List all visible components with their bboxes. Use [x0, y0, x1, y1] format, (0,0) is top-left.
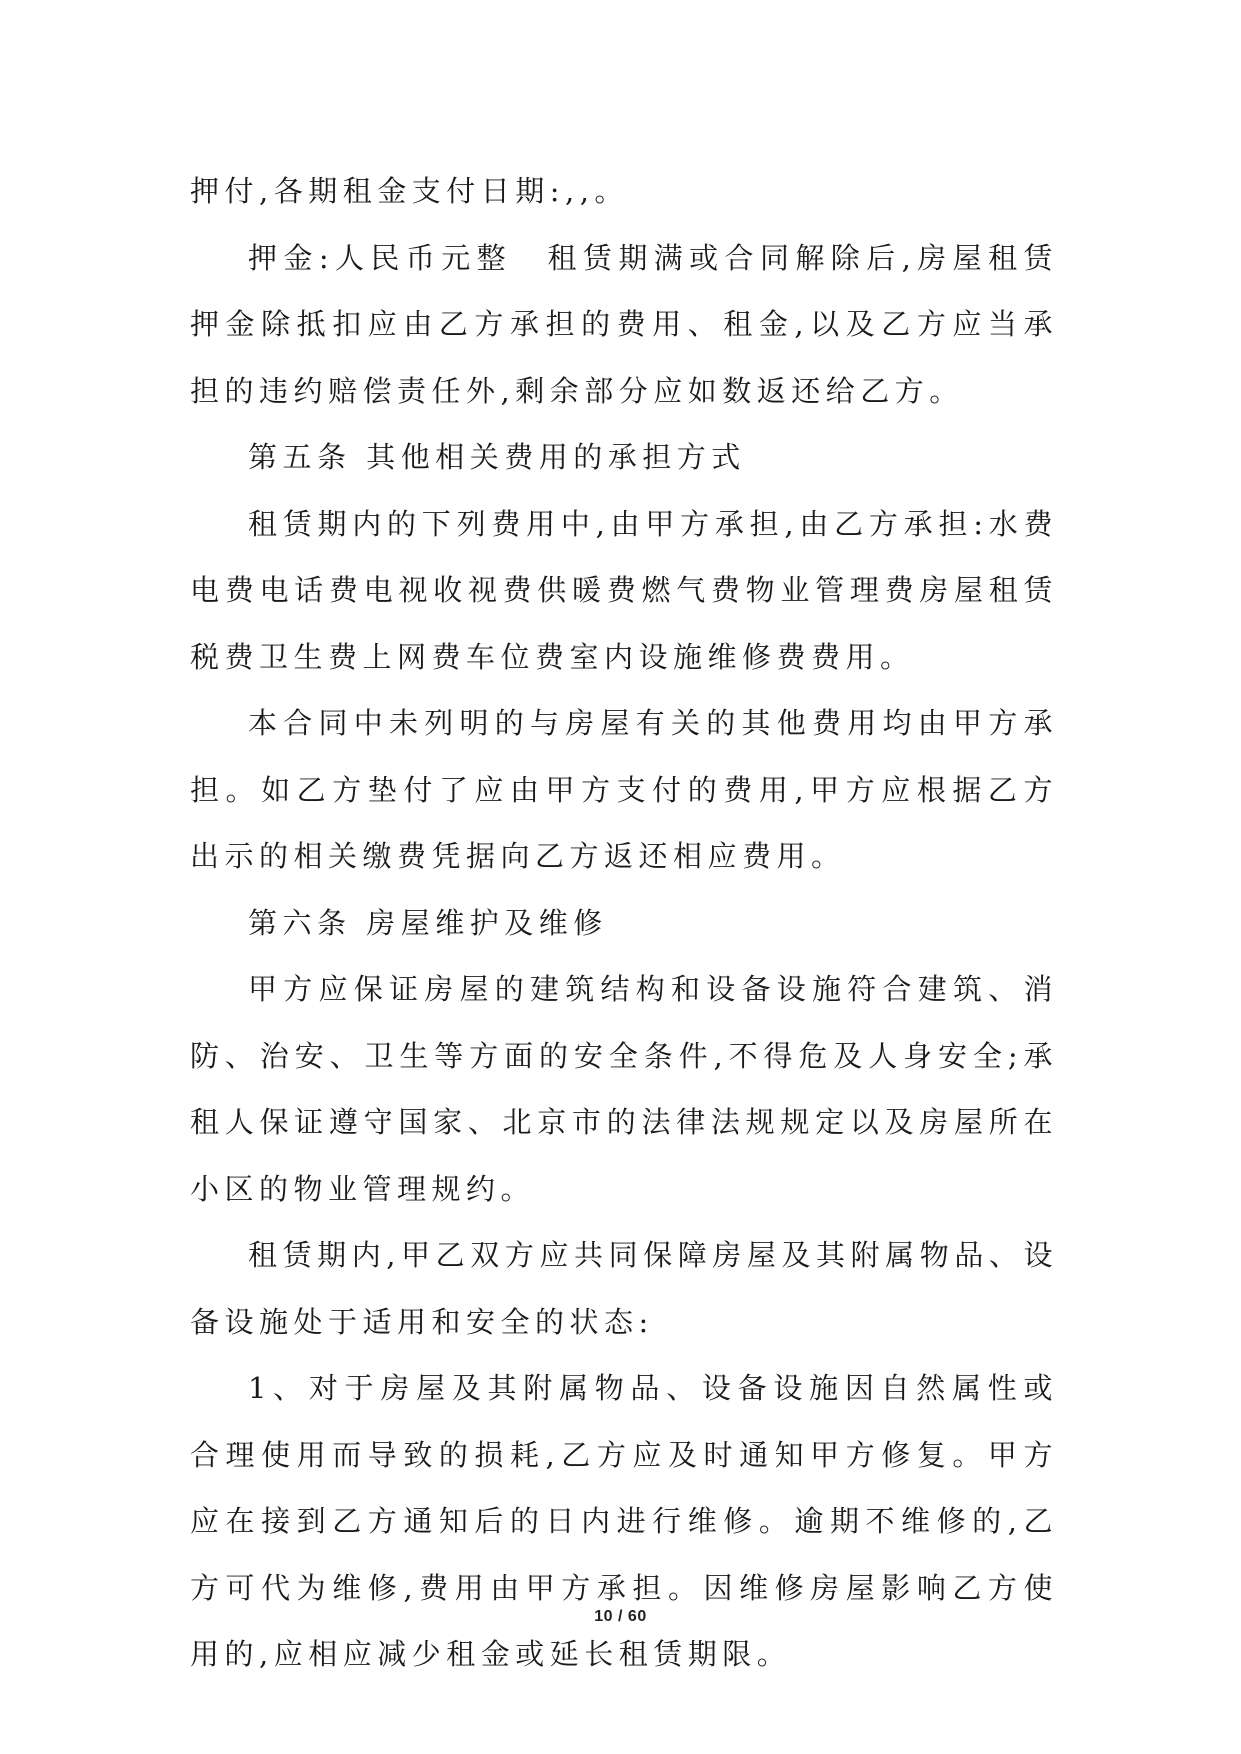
paragraph-item-1: 1、对于房屋及其附属物品、设备设施因自然属性或合理使用而导致的损耗,乙方应及时通知甲方修复。甲方应在接到乙方通知后的日内进行维修。逾期不维修的,乙方可代为维修,费用由甲方承担。因维修房屋影响乙方使用的,应相应减少租金或延长租赁期限。 [190, 1371, 1058, 1671]
paragraph-other-expenses: 本合同中未列明的与房屋有关的其他费用均由甲方承担。如乙方垫付了应由甲方支付的费用,甲方应根据乙方出示的相关缴费凭据向乙方返还相应费用。 [190, 706, 1058, 873]
paragraph-continuation: 押付,各期租金支付日期:,,。 [190, 174, 629, 208]
section-heading-article-5: 第五条 其他相关费用的承担方式 [248, 440, 746, 474]
paragraph-expenses: 租赁期内的下列费用中,由甲方承担,由乙方承担:水费电费电话费电视收视费供暖费燃气费物业管理费房屋租赁税费卫生费上网费车位费室内设施维修费费用。 [190, 506, 1058, 674]
paragraph-deposit: 押金:人民币元整 租赁期满或合同解除后,房屋租赁押金除抵扣应由乙方承担的费用、租金,以及乙方应当承担的违约赔偿责任外,剩余部分应如数返还给乙方。 [190, 240, 1058, 408]
page-number: 10 / 60 [594, 1608, 647, 1625]
document-body [190, 158, 1058, 1688]
section-heading-article-6: 第六条 房屋维护及维修 [248, 905, 608, 940]
paragraph-safety: 甲方应保证房屋的建筑结构和设备设施符合建筑、消防、治安、卫生等方面的安全条件,不得危及人身安全;承租人保证遵守国家、北京市的法律法规规定以及房屋所在小区的物业管理规约。 [190, 972, 1058, 1206]
paragraph-maintenance: 租赁期内,甲乙双方应共同保障房屋及其附属物品、设备设施处于适用和安全的状态: [190, 1238, 1058, 1339]
